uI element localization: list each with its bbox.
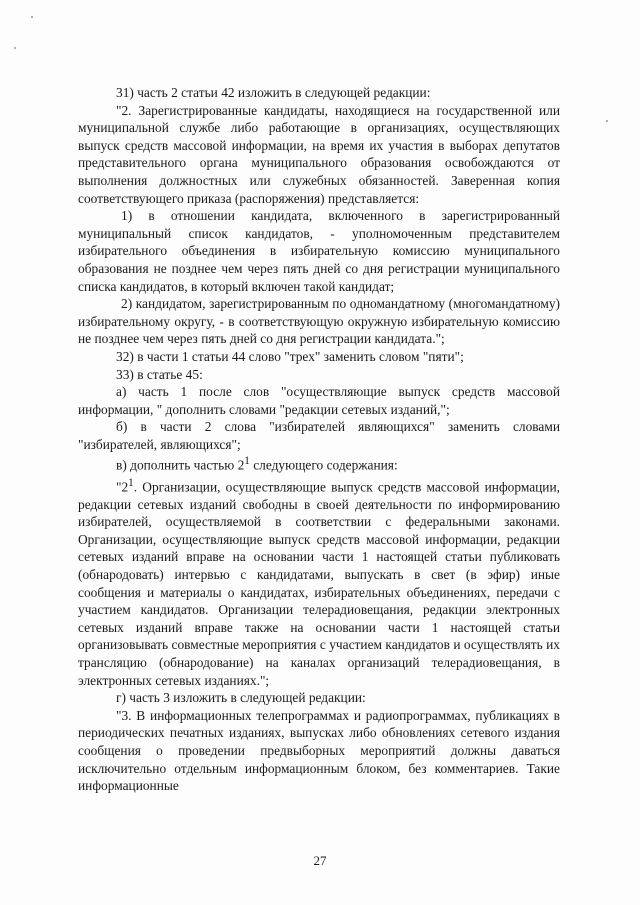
item-33-v-text-end: следующего содержания:: [249, 457, 398, 473]
superscript: 1: [244, 455, 250, 468]
quote-part-2: "2. Зарегистрированные кандидаты, находящиеся на государственной или муниципальной службе либо работающие в организациях, осуществляющих выпуск средств массовой информации, на время их участия в выборах депутатов представительного органа муниципального образования освобождаются от выполнения должностных или служебных обязанностей. Заверенная копия соответствующего приказа (распоряжения) представляется:: [78, 102, 560, 206]
scan-speck: [31, 16, 33, 18]
item-33: 33) в статье 45:: [116, 366, 203, 382]
quote-part-2-1: [78, 475, 560, 690]
scan-speck: [14, 47, 16, 49]
quote-item-2: 2) кандидатом, зарегистрированным по одномандатному (многомандатному) избирательному округу, - в соответствующую окружную избирательную комиссию не позднее чем через пять дней со дня регистрации кандидата.";: [78, 296, 560, 347]
scan-speck: [606, 120, 608, 122]
item-33-a: а) часть 1 после слов "осуществляющие выпуск средств массовой информации, " дополнить словами "редакции сетевых изданий,";: [78, 384, 560, 417]
document-body: [78, 84, 560, 795]
item-33-g: г) часть 3 изложить в следующей редакции:: [116, 690, 366, 706]
item-31: 31) часть 2 статьи 42 изложить в следующей редакции:: [116, 85, 431, 100]
page-number: 27: [313, 853, 327, 868]
superscript: 1: [128, 476, 134, 489]
item-33-v: [78, 453, 560, 474]
quote-item-1: 1) в отношении кандидата, включенного в зарегистрированный муниципальный список кандидатов, - уполномоченным представителем избирательного объединения в избирательную комиссию муниципального образования не позднее чем через пять дней со дня регистрации муниципального списка кандидатов, в который включен такой кандидат;: [78, 208, 560, 294]
item-33-b: б) в части 2 слова "избирателей являющихся" заменить словами "избирателей, являющихся";: [78, 419, 560, 452]
item-33-v-text: в) дополнить частью 2: [116, 457, 245, 473]
item-32: 32) в части 1 статьи 44 слово "трех" заменить словом "пяти";: [116, 348, 464, 364]
quote-part-3: "3. В информационных телепрограммах и радиопрограммах, публикациях в периодических печатных изданиях, выпусках либо обновлениях сетевого издания сообщения о проведении предвыборных мероприятий должны даваться исключительно отдельным информационным блоком, без комментариев. Такие информационные: [78, 707, 560, 794]
quote-part-2-1-text: . Организации, осуществляющие выпуск средств массовой информации, редакции сетевых изданий свободны в своей деятельности по информированию избирателей, осуществляемой в соответствии с федеральными законами. Организации, осуществляющие выпуск средств массовой информации, редакции сетевых изданий вправе на основании части 1 настоящей статьи публиковать (обнародовать) интервью с кандидатами, выпускать в свет (в эфир) иные сообщения и материалы о кандидатах, избирательных объединениях, передачи с участием кандидатов. Организации телерадиовещания, редакции электронных сетевых изданий вправе также на основании части 1 настоящей статьи организовывать совместные мероприятия с участием кандидатов и осуществлять их трансляцию (обнародование) на каналах организаций телерадиовещания, в электронных сетевых изданиях.";: [78, 479, 560, 688]
quote-part-2-1-start: "2: [116, 479, 129, 494]
